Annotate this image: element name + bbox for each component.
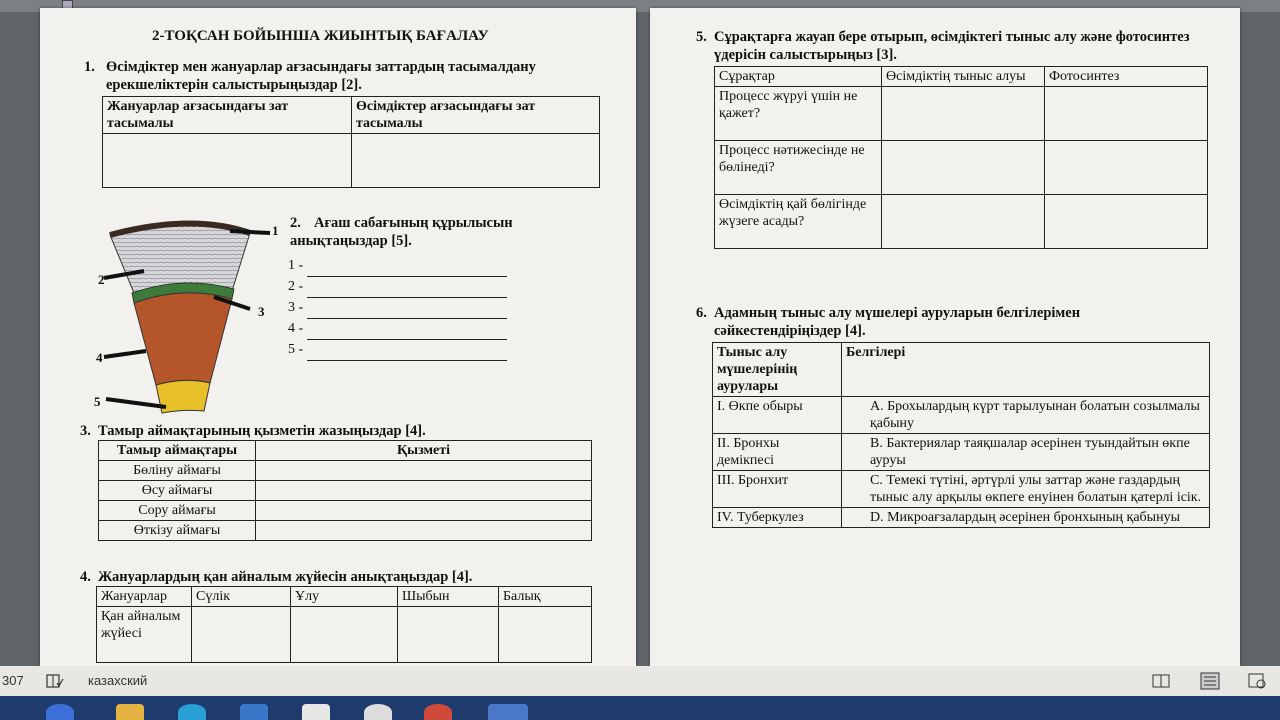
q5-header-photosynthesis: Фотосинтез [1045,67,1208,87]
blank-label: 4 - [288,321,304,336]
q1-number: 1. [84,59,95,75]
q6-sign: C. Темекі түтіні, әртүрлі улы заттар және газдардың тыныс алу арқылы өкпеге енуінен болатын қатерлі ісік. [842,471,1210,508]
q5-text: Сұрақтарға жауап бере отырып, өсімдіктегі тыныс алу және фотосинтез үдерісін салыстырыңыз [3]. [714,29,1190,63]
q1-table [102,96,600,188]
q5-number: 5. [696,29,707,45]
q4-header-fly: Шыбын [398,587,499,607]
q1-header-animals: Жануарлар ағзасындағы зат тасымалы [103,97,352,134]
blank-label: 1 - [288,258,304,273]
table-row: III. Бронхит [713,471,842,508]
print-layout-icon[interactable] [1200,672,1220,690]
q2-number: 2. [290,215,301,231]
q4-answer-cell[interactable] [192,607,291,663]
table-row: Бөліну аймағы [99,461,256,481]
q4-header-snail: Ұлу [291,587,398,607]
table-row: I. Өкпе обыры [713,397,842,434]
table-row: Процесс жүруі үшін не қажет? [715,87,882,141]
q6-number: 6. [696,305,707,321]
q3-answer-cell[interactable] [256,461,592,481]
q3-answer-cell[interactable] [256,501,592,521]
table-row: Процесс нәтижесінде не бөлінеді? [715,141,882,195]
q5-answer-cell[interactable] [882,87,1045,141]
q3-text: Тамыр аймақтарының қызметін жазыңыздар [4]. [98,423,426,439]
table-row: Өткізу аймағы [99,521,256,541]
figure-label-4: 4 [96,350,103,365]
q1-text: Өсімдіктер мен жануарлар ағзасындағы заттардың тасымалдану ерекшеліктерін салыстырыңыздар [2]. [106,59,536,93]
app-icon[interactable] [46,704,74,720]
blank-label: 2 - [288,279,304,294]
bark-layer [110,223,250,293]
read-mode-icon[interactable] [1152,673,1170,689]
q3-header-zones: Тамыр аймақтары [99,441,256,461]
store-icon[interactable] [302,704,330,720]
table-row: Өсу аймағы [99,481,256,501]
mail-icon[interactable] [240,704,268,720]
blank-label: 5 - [288,342,304,357]
q4-table [96,586,592,663]
q4-row-label: Қан айналым жүйесі [97,607,192,663]
q5-answer-cell[interactable] [1045,195,1208,249]
figure-label-3: 3 [258,304,265,319]
q3-number: 3. [80,423,91,439]
web-layout-icon[interactable] [1248,673,1266,689]
q4-header-animals: Жануарлар [97,587,192,607]
word-count[interactable]: 307 [2,673,24,688]
edge-browser-icon[interactable] [178,704,206,720]
q6-text: Адамның тыныс алу мүшелері ауруларын белгілерімен сәйкестендіріңіздер [4]. [714,305,1081,339]
answer-line[interactable] [307,277,507,298]
figure-label-1: 1 [272,223,279,238]
q6-sign: D. Микроағзалардың әсерінен бронхының қабынуы [842,508,1210,528]
file-explorer-icon[interactable] [116,704,144,720]
language-indicator[interactable]: казахский [88,673,148,688]
table-row: II. Бронхы демікпесі [713,434,842,471]
q5-answer-cell[interactable] [882,141,1045,195]
q1-header-plants: Өсімдіктер ағзасындағы зат тасымалы [352,97,600,134]
blank-label: 3 - [288,300,304,315]
q6-sign: B. Бактериялар таяқшалар әсерінен туындайтын өкпе ауруы [842,434,1210,471]
q6-table [712,342,1210,528]
q5-table [714,66,1208,249]
q3-answer-cell[interactable] [256,481,592,501]
q4-header-leech: Сүлік [192,587,291,607]
q5-answer-cell[interactable] [1045,87,1208,141]
figure-label-5: 5 [94,394,101,409]
office-icon[interactable] [424,704,452,720]
answer-line[interactable] [307,298,507,319]
q6-sign: A. Брохылардың күрт тарылуынан болатын созылмалы қабыну [842,397,1210,434]
media-icon[interactable] [364,704,392,720]
wood-layer [134,293,232,385]
q4-answer-cell[interactable] [499,607,592,663]
q4-answer-cell[interactable] [398,607,499,663]
answer-line[interactable] [307,340,507,361]
q6-header-diseases: Тыныс алу мүшелерінің аурулары [713,343,842,397]
q5-answer-cell[interactable] [1045,141,1208,195]
answer-line[interactable] [307,319,507,340]
table-row: Сору аймағы [99,501,256,521]
q5-answer-cell[interactable] [882,195,1045,249]
q4-number: 4. [80,569,91,585]
q1-answer-cell[interactable] [352,134,600,188]
q5-header-questions: Сұрақтар [715,67,882,87]
q5-header-respiration: Өсімдіктің тыныс алуы [882,67,1045,87]
q3-answer-cell[interactable] [256,521,592,541]
stem-cross-section-figure [92,213,282,423]
proofing-book-icon[interactable] [46,673,64,689]
q4-answer-cell[interactable] [291,607,398,663]
q4-text: Жануарлардың қан айналым жүйесін анықтаңыздар [4]. [98,569,473,585]
q3-table [98,440,592,541]
q6-header-signs: Белгілері [842,343,1210,397]
q4-header-fish: Балық [499,587,592,607]
document-page-left [40,8,636,666]
q2-text: Ағаш сабағының құрылысын анықтаңыздар [5]. [290,215,513,249]
figure-label-2: 2 [98,272,105,287]
q3-header-function: Қызметі [256,441,592,461]
answer-line[interactable] [307,256,507,277]
q1-answer-cell[interactable] [103,134,352,188]
table-row: Өсімдіктің қай бөлігінде жүзеге асады? [715,195,882,249]
document-page-right [650,8,1240,666]
q2-blanks [288,256,507,361]
table-row: IV. Туберкулез [713,508,842,528]
word-icon[interactable] [488,704,528,720]
page-title: 2-ТОҚСАН БОЙЫНША ЖИЫНТЫҚ БАҒАЛАУ [152,28,489,44]
status-bar [0,666,1280,696]
